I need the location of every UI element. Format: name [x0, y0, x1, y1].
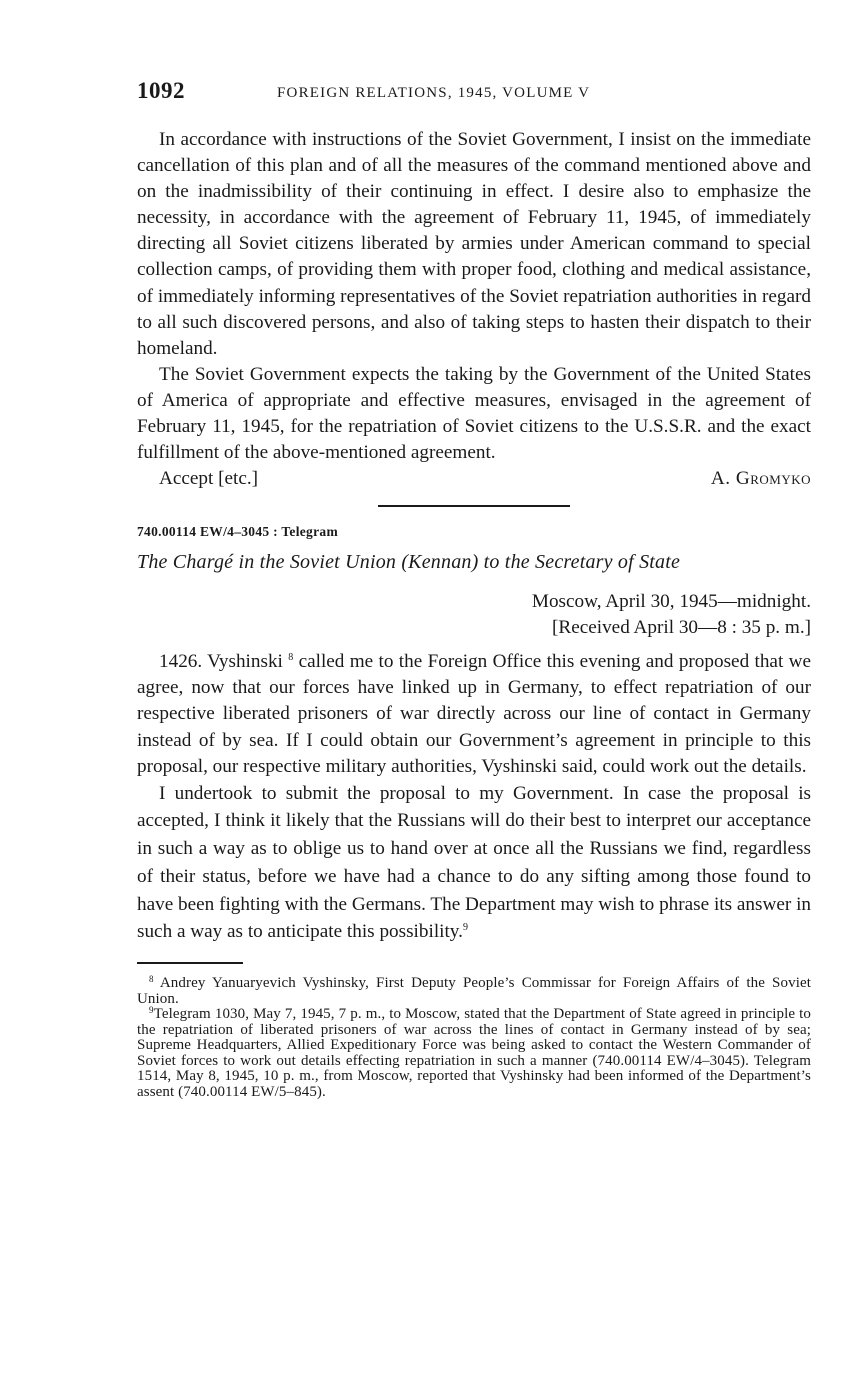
footnote-text: Telegram 1030, May 7, 1945, 7 p. m., to Moscow, stated that the Department of State agreed in principle to the repatriation of liberated prisoners of war across the lines of contact in Germany instead of by sea; Supreme Headquarters, Allied Expeditionary Force was being asked to contact the Western Commander of Soviet forces to work out details effecting repatriation in such a manner (740.00114 EW/4–3045). Telegram 1514, May 8, 1945, 10 p. m., from Moscow, reported that Vyshinsky had been informed of the Department’s assent (740.00114 EW/5–845). [137, 1006, 811, 1101]
closing-text: Accept [etc.] [159, 468, 259, 490]
paragraph-text: 1426. Vyshinski [159, 651, 283, 673]
running-title: FOREIGN RELATIONS, 1945, VOLUME V [277, 85, 591, 101]
document-page [137, 78, 811, 1101]
telegram-paragraph [137, 649, 811, 779]
paragraph-text: I undertook to submit the proposal to my Government. In case the proposal is accepted, I think it likely that the Russians will do their best to interpret our acceptance in such a way as to oblige us to hand over at once all the Russians we find, regardless of their status, before we have had a chance to do any sifting among those found to have been fighting with the Germans. The Department may wish to phrase its answer in such a way as to anticipate this possibility. [137, 782, 811, 943]
running-head [137, 78, 811, 112]
footnote-reference: 9 [462, 922, 468, 934]
footnote-marker: 9 [149, 1005, 154, 1016]
dateline [137, 589, 811, 641]
received-date: [Received April 30—8 : 35 p. m.] [552, 617, 811, 639]
letter-paragraph: The Soviet Government expects the taking by the Government of the United States of America of appropriate and effective measures, envisaged in the agreement of February 11, 1945, for the repatriation of Soviet citizens to the U.S.S.R. and the exact fulfillment of the above-mentioned agreement. [137, 363, 811, 464]
footnote [137, 1007, 811, 1101]
letter-paragraph: In accordance with instructions of the Soviet Government, I insist on the immediate cancellation of this plan and of all the measures of the command mentioned above and on the inadmissibility of their continuing in effect. I desire also to emphasize the necessity, in accordance with the agreement of February 11, 1945, of immediately directing all Soviet citizens liberated by armies under American command to special collection camps, of providing them with proper food, clothing and medical assistance, of immediately informing representatives of the Soviet repatriation authorities in regard to all such discovered persons, and also of taking steps to hasten their dispatch to their homeland. [137, 129, 811, 359]
footnote-marker: 8 [149, 973, 154, 984]
letter-closing [137, 466, 811, 492]
sent-date: Moscow, April 30, 1945—midnight. [531, 591, 811, 613]
footnote [137, 973, 811, 1007]
page-number: 1092 [137, 78, 185, 103]
paragraph-text: called me to the Foreign Office this evening and proposed that we agree, now that our forces have linked up in Germany, to effect repatriation of our respective liberated prisoners of war directly across our line of contact in Germany instead of by sea. If I could obtain our Government’s agreement in principle to this proposal, our respective military authorities, Vyshinski said, could work out the details. [137, 651, 812, 777]
footnote-divider [137, 962, 243, 964]
section-divider [378, 505, 570, 507]
document-title: The Chargé in the Soviet Union (Kennan) to the Secretary of State [137, 551, 681, 574]
telegram-paragraph [137, 780, 811, 946]
signature: A. Gromyko [710, 468, 811, 490]
footnote-text: Andrey Yanuaryevich Vyshinsky, First Deputy People’s Commissar for Foreign Affairs of the Soviet Union. [137, 974, 811, 1007]
file-reference: 740.00114 EW/4–3045 : Telegram [137, 524, 338, 540]
footnote-reference: 8 [288, 652, 294, 664]
